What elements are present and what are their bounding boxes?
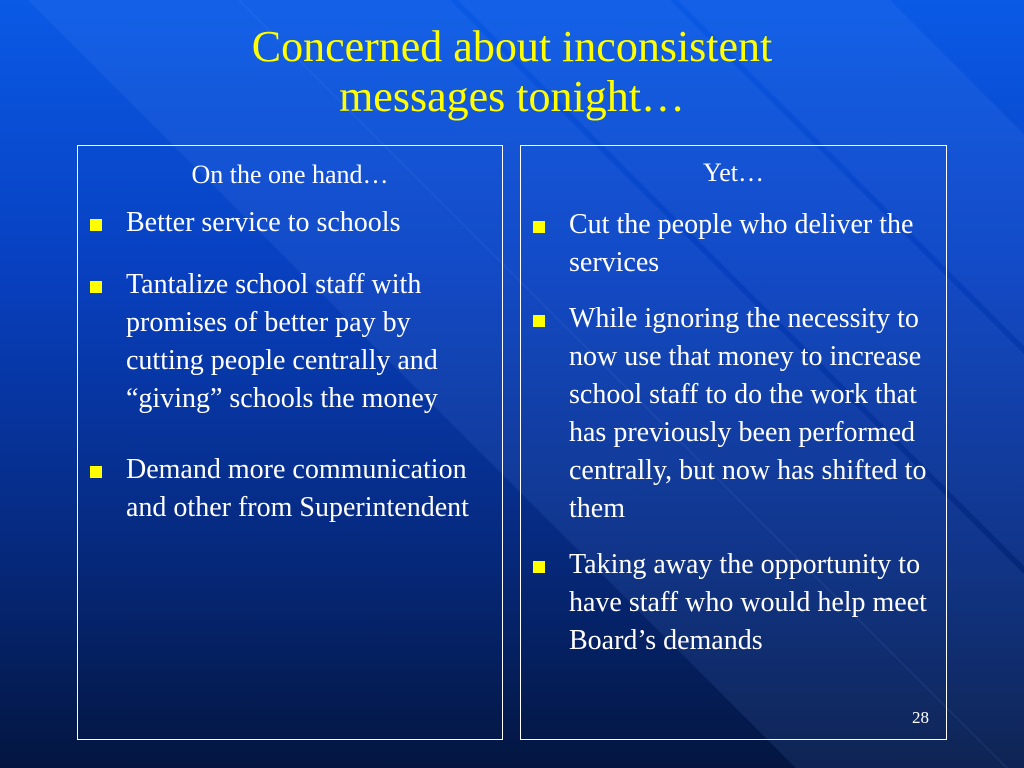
- left-bullet-text: Tantalize school staff with promises of better pay by cutting people centrally and “giving” schools the money: [126, 269, 438, 414]
- slide-title: [0, 22, 1024, 122]
- right-bullet-item: [521, 206, 946, 282]
- right-column-heading: Yet…: [703, 158, 764, 187]
- left-bullet-item: [78, 451, 502, 527]
- left-bullet-item: [78, 266, 502, 418]
- left-bullet-item: [78, 204, 502, 242]
- slide-title-line-1: Concerned about inconsistent: [251, 22, 773, 71]
- left-column-panel: [77, 145, 503, 740]
- slide-page-number: 28: [912, 708, 929, 727]
- right-bullet-item: [521, 546, 946, 660]
- slide-title-line-2: messages tonight…: [339, 72, 685, 121]
- square-bullet-icon: [90, 219, 102, 231]
- square-bullet-icon: [533, 561, 545, 573]
- left-bullet-text: Better service to schools: [126, 207, 401, 238]
- square-bullet-icon: [90, 466, 102, 478]
- right-bullet-item: [521, 300, 946, 528]
- square-bullet-icon: [533, 315, 545, 327]
- right-bullet-list: [521, 206, 946, 660]
- right-bullet-text: Taking away the opportunity to have staff who would help meet Board’s demands: [569, 549, 927, 656]
- right-bullet-text: Cut the people who deliver the services: [569, 209, 914, 278]
- square-bullet-icon: [533, 221, 545, 233]
- square-bullet-icon: [90, 281, 102, 293]
- right-column-panel: [520, 145, 947, 740]
- right-bullet-text: While ignoring the necessity to now use that money to increase school staff to do the work that has previously been performed centrally, but now has shifted to them: [569, 303, 927, 524]
- left-column-heading: On the one hand…: [191, 160, 389, 189]
- left-bullet-text: Demand more communication and other from Superintendent: [126, 454, 469, 523]
- left-bullet-list: [78, 204, 502, 527]
